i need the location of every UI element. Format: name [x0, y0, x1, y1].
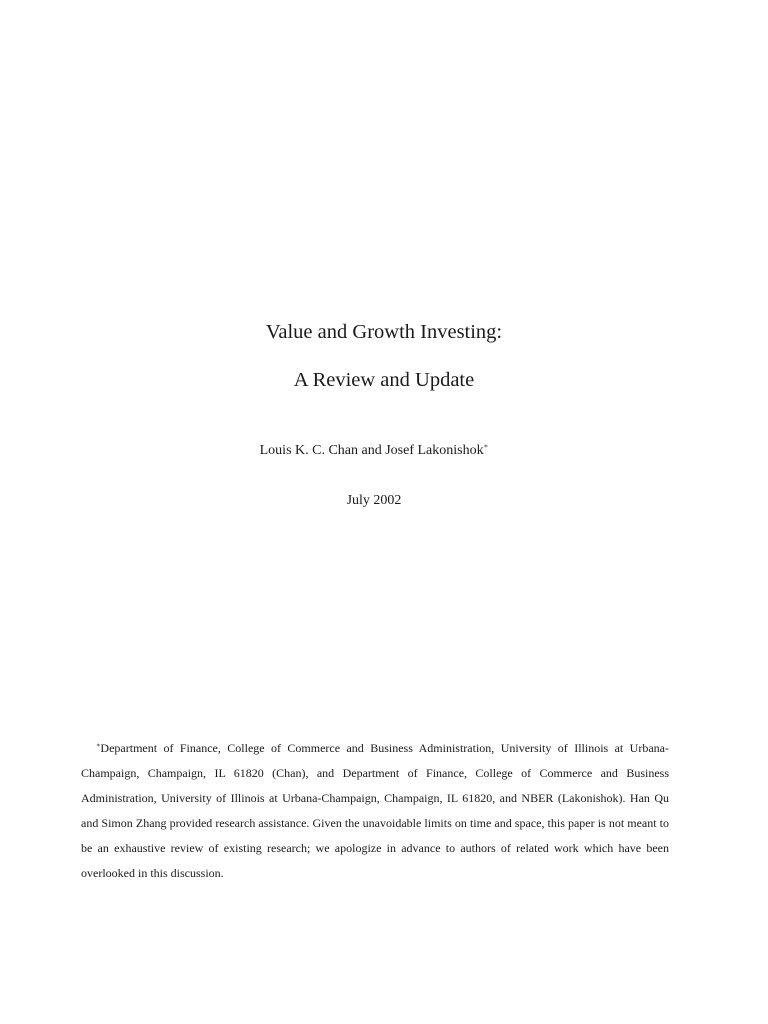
footnote-marker: ∗ [96, 742, 101, 749]
paper-title-line-1: Value and Growth Investing: [265, 321, 503, 343]
author-names: Louis K. C. Chan and Josef Lakonishok [259, 443, 484, 458]
author-footnote-marker: ∗ [483, 442, 489, 450]
author-line [0, 442, 748, 460]
footnote-text: Department of Finance, College of Commerce and Business Administration, University of Illinois at Urbana-Champaign, Champaign, IL 61820 (Chan), and Department of Finance, College of Commerce and Business Administration, University of Illinois at Urbana-Champaign, Champaign, IL 61820, and NBER (Lakonishok). Han Qu and Simon Zhang provided research assistance. Given the unavoidable limits on time and space, this paper is not meant to be an exhaustive review of existing research; we apologize in advance to authors of related work which have been overlooked in this discussion. [81, 741, 669, 880]
publication-date: July 2002 [346, 493, 402, 508]
footnote [81, 736, 669, 886]
paper-title-line-2: A Review and Update [293, 369, 475, 391]
